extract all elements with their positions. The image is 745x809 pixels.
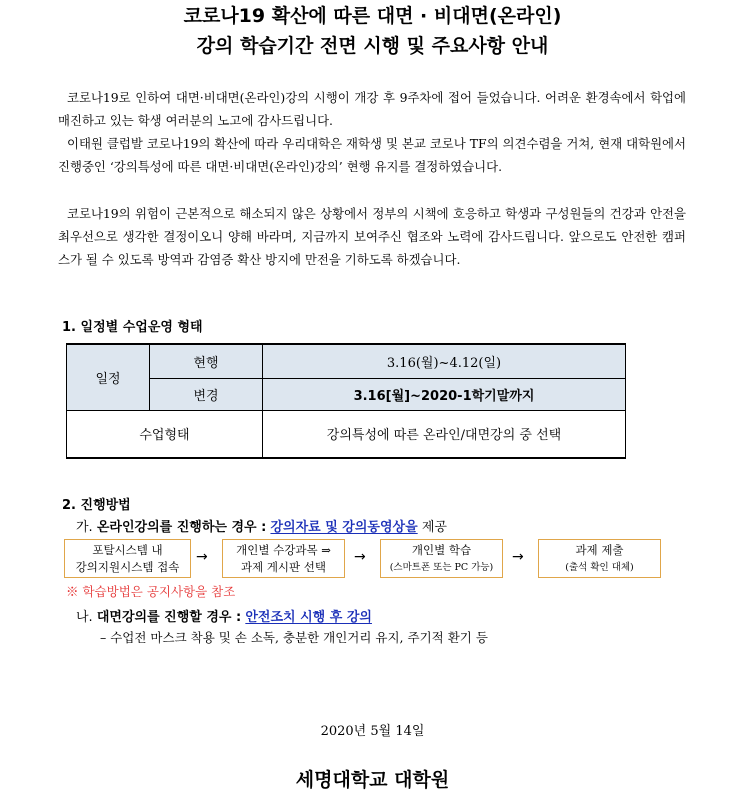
- current-value: 3.16(월)~4.12(일): [263, 344, 626, 378]
- format-value: 강의특성에 따른 온라인/대면강의 중 선택: [263, 410, 626, 458]
- online-case-label: 온라인강의를 진행하는 경우 :: [96, 520, 267, 535]
- section-1-heading: 1. 일정별 수업운영 형태: [62, 320, 203, 335]
- flow-step-2-line-2: 과제 게시판 선택: [240, 559, 327, 574]
- flow-arrow-3: →: [512, 549, 524, 565]
- title-line-2: 강의 학습기간 전면 시행 및 주요사항 안내: [196, 35, 549, 57]
- study-method-note: ※ 학습방법은 공지사항을 참조: [66, 584, 236, 599]
- online-case-prefix: 가.: [76, 520, 93, 535]
- issuer-name: 세명대학교 대학원: [295, 769, 450, 791]
- issue-date: 2020년 5월 14일: [320, 724, 425, 739]
- offline-case-detail: – 수업전 마스크 착용 및 손 소독, 충분한 개인거리 유지, 주기적 환기 등: [100, 630, 488, 645]
- schedule-table: [66, 343, 626, 459]
- flow-step-1-line-1: 포탈시스템 내: [92, 542, 163, 557]
- intro-paragraph-3: 코로나19의 위험이 근본적으로 해소되지 않은 상황에서 정부의 시책에 호응하고 학생과 구성원들의 건강과 안전을 최우선으로 생각한 결정이오니 양해 바라며, 지금까지 보여주신 협조와 노력에 감사드립니다. 앞으로도 안전한 캠퍼스가 될 수 있도록 방역과 감염증 확산 방지에 만전을 기하도록 하겠습니다.: [58, 206, 686, 268]
- online-case-suffix: 제공: [421, 520, 447, 535]
- flow-step-3-line-2: (스마트폰 또는 PC 가능): [389, 561, 494, 573]
- flow-step-4-line-2: (출석 확인 대체): [565, 561, 634, 573]
- flow-step-3-line-1: 개인별 학습: [411, 542, 472, 557]
- offline-case-line: [76, 606, 372, 625]
- intro-paragraph-2: 이태원 클럽발 코로나19의 확산에 따라 우리대학은 재학생 및 본교 코로나 TF의 의견수렴을 거쳐, 현재 대학원에서 진행중인 ‘강의특성에 따른 대면·비대면(온라인)강의’ 현행 유지를 결정하였습니다.: [58, 136, 686, 175]
- flow-step-submit: [538, 539, 661, 578]
- changed-label: 변경: [150, 378, 263, 410]
- title-line-1: 코로나19 확산에 따른 대면 · 비대면(온라인): [183, 5, 562, 27]
- schedule-label: 일정: [67, 344, 150, 410]
- flow-step-course: [222, 539, 345, 578]
- changed-value: 3.16[월]~2020-1학기말까지: [263, 378, 626, 410]
- format-label: 수업형태: [67, 410, 263, 458]
- flow-arrow-1: →: [196, 549, 208, 565]
- flow-step-portal: [64, 539, 191, 578]
- offline-case-prefix: 나.: [76, 610, 93, 625]
- offline-case-label: 대면강의를 진행할 경우 :: [96, 610, 242, 625]
- intro-paragraph-1: 코로나19로 인하여 대면·비대면(온라인)강의 시행이 개강 후 9주차에 접어 들었습니다. 어려운 환경속에서 학업에 매진하고 있는 학생 여러분의 노고에 감사드립니다.: [58, 90, 686, 129]
- flow-step-1-line-2: 강의지원시스템 접속: [75, 559, 180, 574]
- online-case-content: 강의자료 및 강의동영상을: [270, 520, 418, 535]
- section-2-heading: 2. 진행방법: [62, 498, 131, 513]
- offline-case-content: 안전조치 시행 후 강의: [245, 610, 372, 625]
- flow-step-study: [380, 539, 503, 578]
- online-case-line: [76, 516, 447, 535]
- current-label: 현행: [150, 344, 263, 378]
- flow-step-2-line-1: 개인별 수강과목 ⇒: [236, 542, 331, 557]
- flow-step-4-line-1: 과제 제출: [575, 542, 624, 557]
- flow-arrow-2: →: [354, 549, 366, 565]
